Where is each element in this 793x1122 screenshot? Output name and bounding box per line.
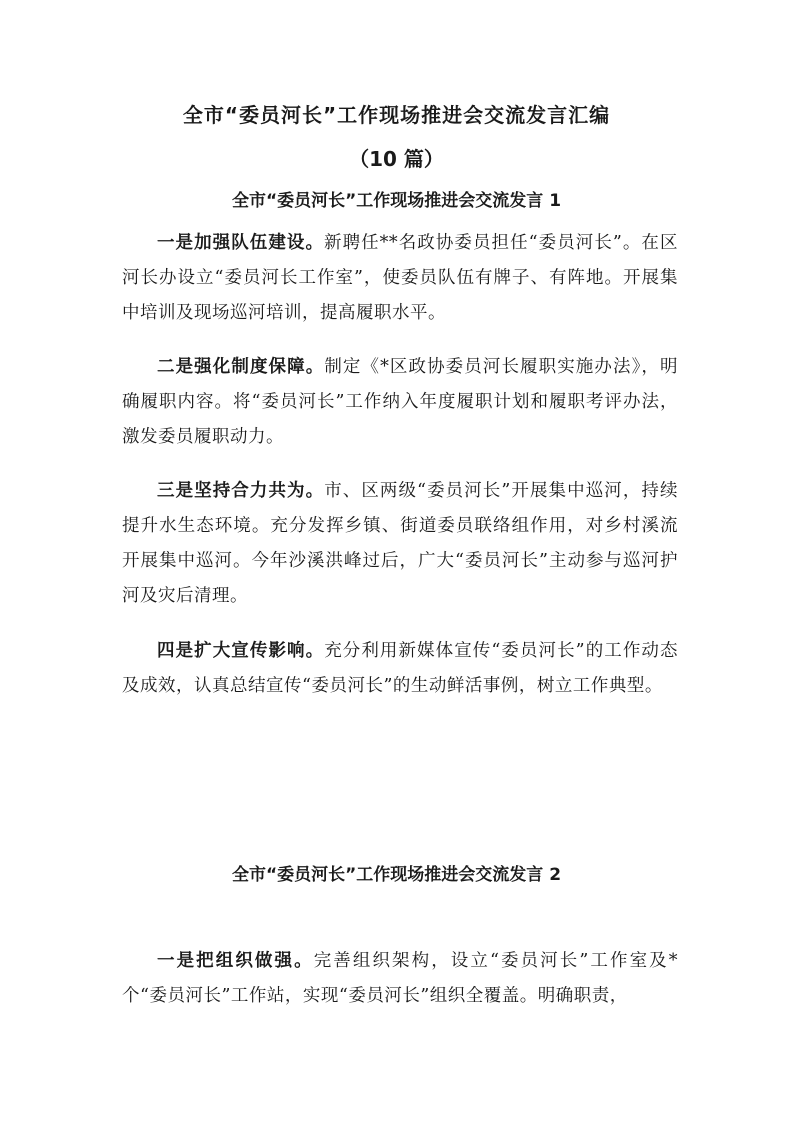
paragraph-body: 市、区两级“委员河长”开展集中巡河，持续提升水生态环境。充分发挥乡镇、街道委员联络组作用，对乡村溪流开展集中巡河。今年沙溪洪峰过后，广大“委员河长”主动参与巡河护河及灾后清理。: [122, 481, 679, 606]
paragraph-lead: 一是加强队伍建设。: [157, 233, 325, 253]
paragraph-1-1: [122, 226, 678, 331]
paragraph-body: 完善组织架构，设立“委员河长”工作室及*个“委员河长”工作站，实现“委员河长”组织全覆盖。明确职责，: [122, 951, 678, 1006]
paragraph-body: 充分利用新媒体宣传“委员河长”的工作动态及成效，认真总结宣传“委员河长”的生动鲜活事例，树立工作典型。: [122, 641, 679, 696]
document-title: 全市“委员河长”工作现场推进会交流发言汇编: [182, 103, 611, 127]
paragraph-lead: 二是强化制度保障。: [157, 357, 325, 377]
paragraph-lead: 一是把组织做强。: [157, 951, 314, 971]
paragraph-body: 制定《*区政协委员河长履职实施办法》，明确履职内容。将“委员河长”工作纳入年度履职计划和履职考评办法，激发委员履职动力。: [122, 357, 679, 447]
paragraph-lead: 三是坚持合力共为。: [157, 481, 325, 501]
paragraph-lead: 四是扩大宣传影响。: [157, 641, 325, 661]
paragraph-1-4: [122, 634, 678, 704]
paragraph-1-3: [122, 474, 678, 614]
section-heading-2: 全市“委员河长”工作现场推进会交流发言 2: [231, 865, 562, 885]
section-heading-1: 全市“委员河长”工作现场推进会交流发言 1: [231, 191, 562, 211]
document-subtitle: （10 篇）: [349, 147, 444, 171]
paragraph-body: 新聘任**名政协委员担任“委员河长”。在区河长办设立“委员河长工作室”，使委员队伍有牌子、有阵地。开展集中培训及现场巡河培训，提高履职水平。: [122, 233, 678, 323]
paragraph-2-1: [122, 944, 678, 1014]
paragraph-1-2: [122, 350, 678, 455]
